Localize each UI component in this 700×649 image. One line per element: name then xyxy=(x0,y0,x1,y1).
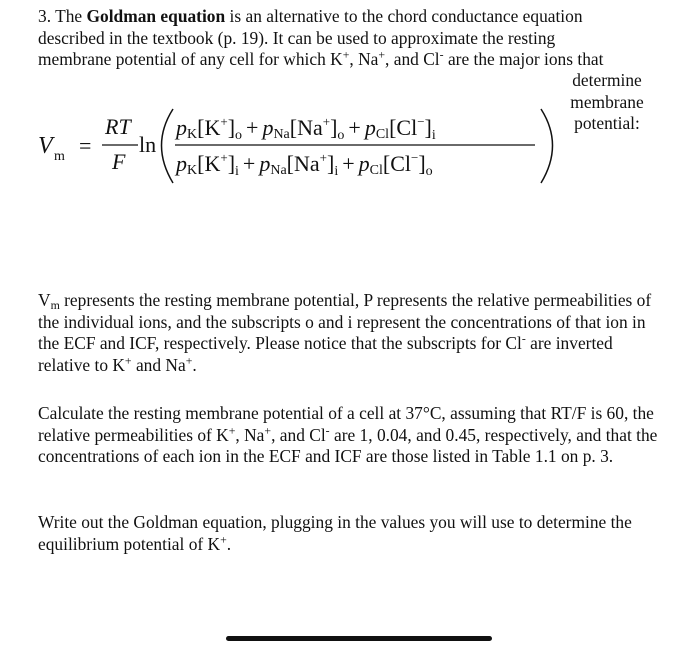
eq-left-paren xyxy=(162,109,174,183)
goldman-equation-term: Goldman equation xyxy=(86,6,226,26)
eq-ln: ln xyxy=(139,132,157,157)
goldman-equation-svg xyxy=(38,105,558,193)
eq-denominator: pK[K+]i + pNa[Na+]i + pCl[Cl−]o xyxy=(176,150,433,179)
eq-f: F xyxy=(112,149,126,174)
eq-numerator: pK[K+]o + pNa[Na+]o + pCl[Cl−]i xyxy=(176,114,436,143)
intro-line-2: described in the textbook (p. 19). It can be used to approximate the resting xyxy=(38,27,556,48)
eq-right-paren xyxy=(541,109,553,183)
question-intro xyxy=(38,6,666,71)
goldman-equation xyxy=(38,105,558,193)
eq-vm: V xyxy=(38,133,53,159)
eq-equals: = xyxy=(79,133,92,158)
intro-line-3: membrane potential of any cell for which K+, Na+, and Cl- are the major ions that xyxy=(38,47,604,69)
side-word: membrane xyxy=(570,91,644,112)
calculation-paragraph: Calculate the resting membrane potential of a cell at 37°C, assuming that RT/F is 60, the relative permeabilities of K+, Na+, and Cl- are 1, 0.04, and 0.45, respectively, and that the concentrations of each ion in the ECF and ICF are those listed in Table 1.1 on p. 3. xyxy=(38,403,658,466)
intro-line-1: 3. The Goldman equation is an alternative to the chord conductance equation xyxy=(38,6,583,26)
instruction-paragraph: Write out the Goldman equation, plugging in the values you will use to determine the equilibrium potential of K+. xyxy=(38,512,632,554)
home-indicator[interactable] xyxy=(226,636,492,641)
eq-rt: RT xyxy=(105,114,131,139)
side-word: determine xyxy=(572,70,642,90)
definitions-paragraph: $V_m$ represents the resting membrane potential, P represents the relative permeabilities of the individual ions, and the subscripts o and i represent the concentrations of that ion in the ECF and ICF, respectively. Please notice that the subscripts for Cl- are inverted relative to K+ and Na+. xyxy=(38,290,652,375)
eq-vm-sub: m xyxy=(54,149,65,164)
intro-continuation xyxy=(562,70,652,135)
side-word: potential: xyxy=(574,113,640,133)
